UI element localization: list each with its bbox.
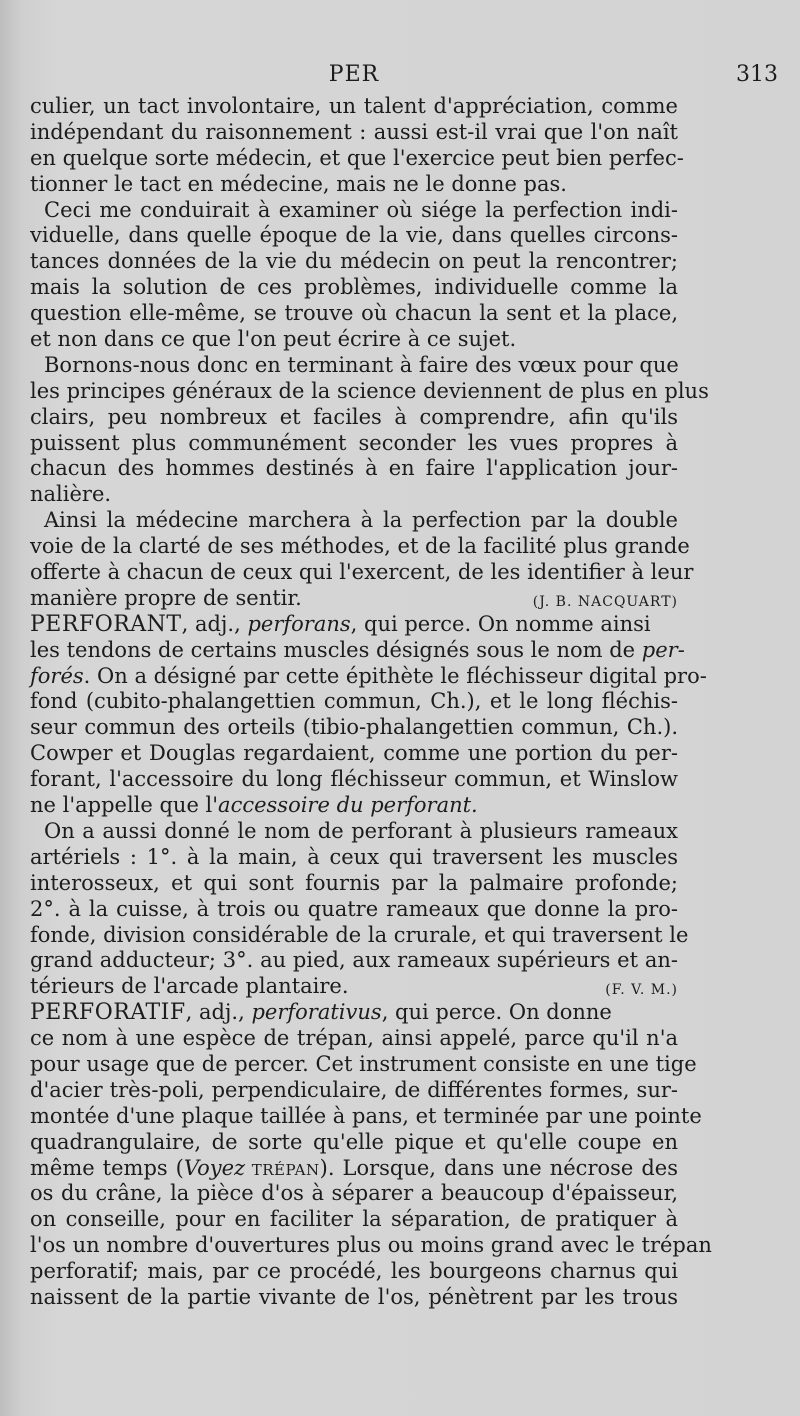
text-line: on conseille, pour en faciliter la séparation, de pratiquer à [30,1207,678,1232]
text-line: culier, un tact involontaire, un talent d'appréciation, comme [30,94,678,118]
page-header [30,62,778,92]
text-line: tionner le tact en médecine, mais ne le donne pas. [30,171,567,196]
text-line: os du crâne, la pièce d'os à séparer a beaucoup d'épaisseur, [30,1181,678,1206]
text-line: naissent de la partie vivante de l'os, pénètrent par les trous [30,1284,678,1309]
text-line: tances données de la vie du médecin on peut la rencontrer; [30,249,678,274]
text-segment: ne l'appelle que l' [30,793,219,818]
text-line: en quelque sorte médecin, et que l'exercice peut bien perfec- [30,145,684,170]
italic-term: per- [641,637,685,662]
text-line: chacun des hommes destinés à en faire l'application jour- [30,456,678,481]
text-line: et non dans ce que l'on peut écrire à ce sujet. [30,327,517,352]
italic-term: Voyez [183,1155,246,1180]
italic-term: forés [30,663,84,688]
author-signature: (F. V. M.) [605,982,678,999]
text-segment: térieurs de l'arcade plantaire. [30,974,349,999]
text-line: Bornons-nous donc en terminant à faire des vœux pour que [44,352,679,377]
text-segment: , adj., [181,611,248,636]
text-line: montée d'une plaque taillée à pans, et terminée par une pointe [30,1103,702,1128]
text-line: seur commun des orteils (tibio-phalangettien commun, Ch.). [30,715,678,740]
text-line: pour usage que de percer. Cet instrument consiste en une tige [30,1051,697,1076]
text-line [30,793,678,819]
latin-term: perforans [247,611,351,636]
text-line: ce nom à une espèce de trépan, ainsi appelé, parce qu'il n'a [30,1026,678,1051]
text-line: clairs, peu nombreux et faciles à comprendre, afin qu'ils [30,404,678,429]
text-line: grand adducteur; 3°. au pied, aux rameaux supérieurs et an- [30,948,678,973]
text-line: fonde, division considérable de la crurale, et qui traversent le [30,922,689,947]
text-line [30,586,678,612]
text-line: d'acier très-poli, perpendiculaire, de différentes formes, sur- [30,1077,678,1102]
text-line: offerte à chacun de ceux qui l'exercent, de les identifier à leur [30,560,694,585]
entry-headword: PERFORANT [30,611,182,637]
text-line [30,974,678,1000]
text-line [30,1156,678,1182]
entry-line [30,612,678,638]
running-head: PER [328,62,380,87]
body-text [30,94,712,1311]
text-line: perforatif; mais, par ce procédé, les bourgeons charnus qui [30,1259,678,1284]
text-segment: les tendons de certains muscles désignés sous le nom de [30,637,642,662]
author-signature: (J. B. NACQUART) [532,593,678,610]
italic-term: accessoire du perforant. [218,793,478,818]
text-segment: , qui perce. On donne [381,1000,612,1025]
entry-headword: PERFORATIF [30,1000,186,1026]
text-line: voie de la clarté de ses méthodes, et de la facilité plus grande [30,534,690,559]
latin-term: perforativus [251,1000,382,1025]
text-line: fond (cubito-phalangettien commun, Ch.), et le long fléchis- [30,689,678,714]
text-segment: , adj., [185,1000,252,1025]
text-line: puissent plus communément seconder les vues propres à [30,430,678,455]
text-line: Ceci me conduirait à examiner où siége la perfection indi- [44,197,678,222]
text-line: On a aussi donné le nom de perforant à plusieurs rameaux [44,818,678,843]
text-segment: même temps ( [30,1155,184,1180]
text-line [30,637,685,664]
text-line: question elle-même, se trouve où chacun la sent et la place, [30,301,678,326]
text-segment: ). Lorsque, dans une nécrose des [319,1155,678,1180]
text-line: mais la solution de ces problèmes, individuelle comme la [30,275,678,300]
text-line: 2°. à la cuisse, à trois ou quatre rameaux que donne la pro- [30,896,678,921]
text-line: les principes généraux de la science deviennent de plus en plus [30,378,709,403]
text-segment: , qui perce. On nomme ainsi [350,611,651,636]
cross-reference: TRÉPAN [245,1160,320,1179]
text-segment: manière propre de sentir. [30,585,302,610]
text-line: nalière. [30,482,112,507]
text-line: l'os un nombre d'ouvertures plus ou moins grand avec le trépan [30,1233,712,1258]
text-line: interosseux, et qui sont fournis par la palmaire profonde; [30,870,678,895]
text-line: forant, l'accessoire du long fléchisseur commun, et Winslow [30,767,678,792]
text-line: viduelle, dans quelle époque de la vie, dans quelles circons- [30,223,678,248]
text-line: Cowper et Douglas regardaient, comme une portion du per- [30,741,678,766]
page-number: 313 [736,62,778,87]
text-line: quadrangulaire, de sorte qu'elle pique et qu'elle coupe en [30,1129,678,1154]
text-segment: . On a désigné par cette épithète le fléchisseur digital pro- [83,663,707,688]
entry-line [30,1000,678,1026]
text-line: indépendant du raisonnement : aussi est-il vrai que l'on naît [30,119,678,144]
text-line [30,663,707,690]
text-line: Ainsi la médecine marchera à la perfection par la double [44,508,678,533]
text-line: artériels : 1°. à la main, à ceux qui traversent les muscles [30,844,678,869]
